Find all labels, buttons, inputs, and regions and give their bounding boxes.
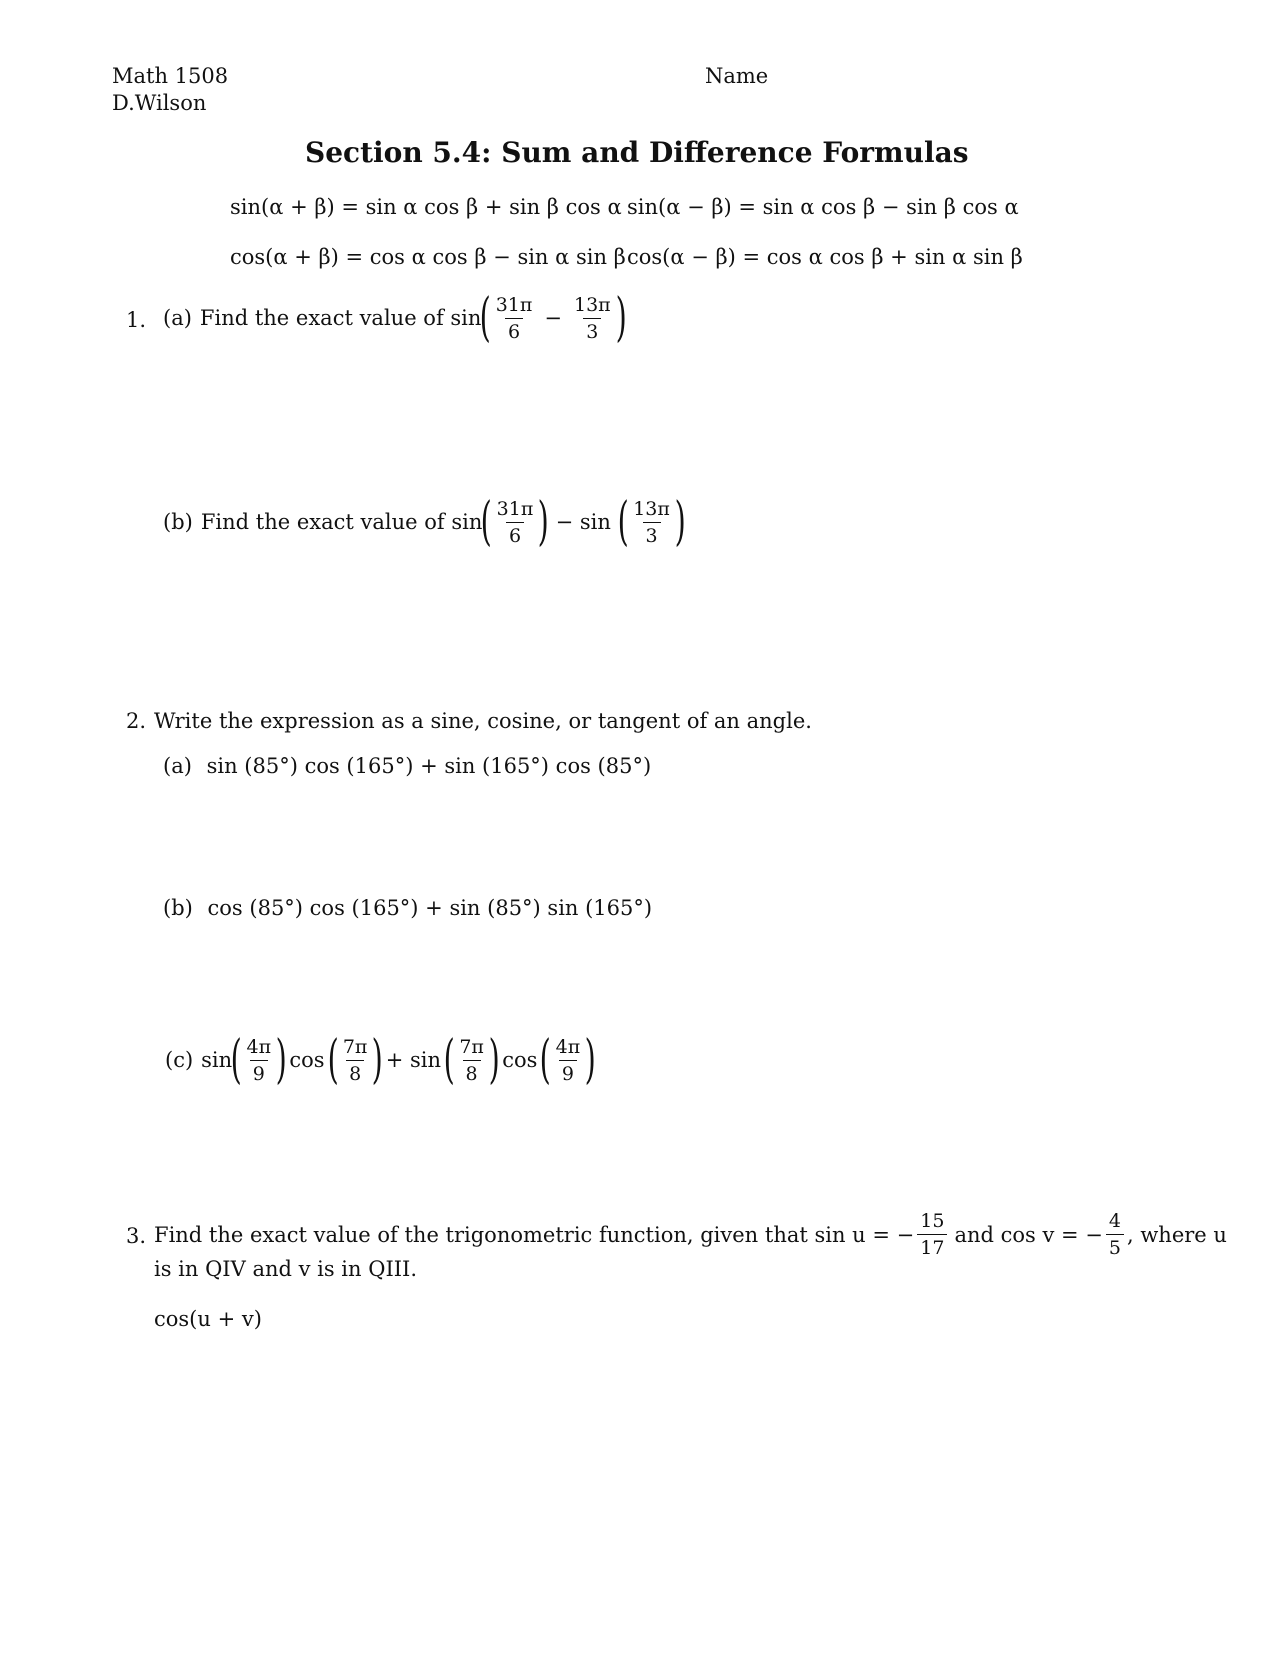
problem-2c <box>165 1030 596 1090</box>
fraction-numerator: 4 <box>1108 1210 1121 1232</box>
right-paren: ) <box>674 492 686 552</box>
problem-2a-expression: sin (85°) cos (165°) + sin (165°) cos (85°) <box>206 754 652 778</box>
fraction <box>917 1210 947 1259</box>
right-paren: ) <box>275 1030 287 1090</box>
trig-cos: cos <box>289 1048 325 1072</box>
fraction-denominator: 5 <box>1106 1234 1124 1259</box>
left-paren: ( <box>443 1030 455 1090</box>
formula-cos-diff: cos(α − β) = cos α cos β + sin α sin β <box>627 245 1023 269</box>
fraction <box>340 1036 371 1085</box>
left-paren: ( <box>327 1030 339 1090</box>
fraction <box>243 1036 274 1085</box>
right-paren: ) <box>371 1030 384 1090</box>
name-label: Name <box>705 64 769 88</box>
problem-2a <box>163 752 651 780</box>
fraction <box>1106 1210 1124 1259</box>
trig-sin: sin <box>201 1048 233 1072</box>
fraction-numerator: 31π <box>496 497 534 520</box>
fraction <box>456 1036 487 1085</box>
formula-sin-sum: sin(α + β) = sin α cos β + sin β cos α <box>230 195 622 219</box>
problem-2b-label: (b) <box>163 896 193 920</box>
problem-1-number: 1. <box>126 308 147 332</box>
page-title: Section 5.4: Sum and Difference Formulas <box>305 136 969 169</box>
fraction <box>630 498 673 547</box>
fraction-denominator: 3 <box>583 318 601 343</box>
instructor-name: D.Wilson <box>112 91 207 115</box>
fraction-numerator: 4π <box>555 1035 581 1058</box>
minus-sign: − <box>544 306 562 330</box>
problem-2c-label: (c) <box>165 1048 194 1072</box>
problem-1a-label: (a) <box>163 306 192 330</box>
problem-3-text-after: , where u <box>1126 1222 1227 1247</box>
fraction-denominator: 8 <box>463 1060 481 1085</box>
fraction <box>571 294 614 343</box>
fraction-numerator: 4π <box>246 1035 272 1058</box>
fraction-denominator: 6 <box>505 318 523 343</box>
problem-2b-expression: cos (85°) cos (165°) + sin (85°) sin (165°) <box>207 896 653 920</box>
problem-2b <box>163 894 652 922</box>
left-paren: ( <box>479 288 492 348</box>
fraction <box>553 1036 584 1085</box>
right-paren: ) <box>537 492 550 552</box>
left-paren: ( <box>230 1030 242 1090</box>
problem-2a-label: (a) <box>163 754 192 778</box>
fraction-numerator: 31π <box>495 293 533 316</box>
problem-3-text-middle: and cos v = − <box>954 1222 1103 1247</box>
course-name: Math 1508 <box>112 64 229 88</box>
problem-3-target: cos(u + v) <box>154 1307 262 1331</box>
fraction-denominator: 6 <box>506 522 524 547</box>
problem-2-number: 2. <box>126 709 147 733</box>
fraction-denominator: 8 <box>346 1060 364 1085</box>
fraction-numerator: 15 <box>920 1210 945 1232</box>
problem-3-number: 3. <box>126 1224 147 1248</box>
problem-3-line-1 <box>154 1210 1227 1259</box>
right-paren: ) <box>615 288 627 348</box>
right-paren: ) <box>584 1030 596 1090</box>
left-paren: ( <box>539 1030 552 1090</box>
problem-3-text-before: Find the exact value of the trigonometric function, given that sin u = − <box>154 1222 915 1247</box>
fraction-numerator: 7π <box>342 1035 368 1058</box>
fraction <box>494 498 537 547</box>
problem-1b <box>163 492 686 552</box>
formula-sin-diff: sin(α − β) = sin α cos β − sin β cos α <box>627 195 1019 219</box>
fraction-denominator: 9 <box>559 1060 577 1085</box>
problem-1a <box>163 288 627 348</box>
formula-cos-sum: cos(α + β) = cos α cos β − sin α sin β <box>230 245 626 269</box>
left-paren: ( <box>480 492 493 552</box>
problem-1b-label: (b) <box>163 510 193 534</box>
fraction <box>493 294 536 343</box>
plus-sin: + sin <box>385 1048 442 1072</box>
fraction-numerator: 7π <box>459 1035 484 1058</box>
left-paren: ( <box>617 492 629 552</box>
fraction-denominator: 17 <box>917 1234 947 1259</box>
right-paren: ) <box>488 1030 500 1090</box>
problem-3-line-2: is in QIV and v is in QIII. <box>154 1257 418 1281</box>
fraction-denominator: 9 <box>250 1060 268 1085</box>
fraction-numerator: 13π <box>574 293 611 316</box>
problem-2-prompt: Write the expression as a sine, cosine, or tangent of an angle. <box>154 709 812 733</box>
minus-sin: − sin <box>555 510 611 534</box>
fraction-numerator: 13π <box>633 497 670 520</box>
fraction-denominator: 3 <box>643 522 661 547</box>
problem-1a-text: Find the exact value of sin <box>199 306 482 330</box>
trig-cos: cos <box>502 1048 538 1072</box>
problem-1b-text: Find the exact value of sin <box>200 510 483 534</box>
